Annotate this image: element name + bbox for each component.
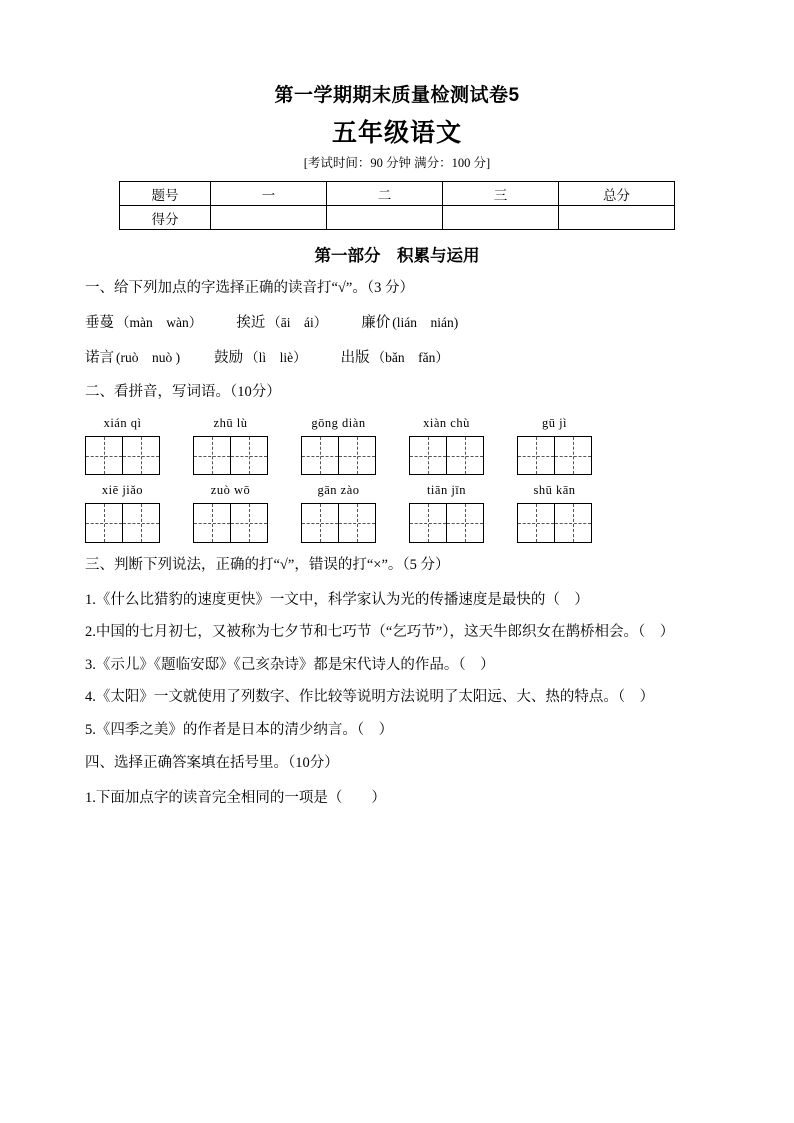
tianzige-boxes[interactable] — [301, 436, 376, 476]
tianzige-cell[interactable] — [447, 437, 483, 475]
score-table-row-label: 得分 — [120, 206, 211, 230]
tianzige-cell[interactable] — [410, 437, 447, 475]
tianzige-cell[interactable] — [86, 437, 123, 475]
tianzige-boxes[interactable] — [517, 436, 592, 476]
tianzige-boxes[interactable] — [85, 503, 160, 543]
writing-grid-group — [193, 483, 268, 543]
q1-word: 垂蔓 — [85, 314, 114, 331]
q1-pinyin-options[interactable]: (ruò nuò ) — [116, 349, 181, 365]
writing-grid-group — [193, 416, 268, 476]
pinyin-hint: xiàn chù — [423, 415, 470, 430]
question-3-item-4[interactable]: 4.《太阳》一文就使用了列数字、作比较等说明方法说明了太阳远、大、热的特点。（ ） — [85, 689, 655, 706]
page-subtitle: 五年级语文 — [331, 119, 462, 147]
question-1-row-1 — [85, 312, 709, 335]
tianzige-cell[interactable] — [555, 437, 591, 475]
pinyin-hint: shū kān — [533, 483, 576, 498]
writing-grid-block — [85, 416, 709, 543]
table-row — [120, 182, 675, 206]
tianzige-cell[interactable] — [231, 504, 267, 542]
pinyin-hint: zuò wō — [210, 483, 251, 498]
tianzige-boxes[interactable] — [301, 503, 376, 543]
question-3-heading: 三、判断下列说法，正确的打“√”，错误的打“×”。（5 分） — [85, 556, 450, 573]
tianzige-boxes[interactable] — [85, 436, 160, 476]
question-1-row-2 — [85, 347, 709, 370]
score-table-cell: 一 — [211, 182, 327, 206]
question-4-heading: 四、选择正确答案填在括号里。（10分） — [85, 754, 339, 771]
question-3-item-5[interactable]: 5.《四季之美》的作者是日本的清少纳言。（ ） — [85, 721, 394, 738]
score-input-cell[interactable] — [559, 206, 675, 230]
score-table-cell: 三 — [443, 182, 559, 206]
writing-grid-group — [301, 416, 376, 476]
pinyin-hint: xián qì — [103, 415, 142, 430]
q1-pinyin-options[interactable]: （bǎn fǎn） — [371, 349, 449, 365]
writing-grid-group — [409, 416, 484, 476]
tianzige-boxes[interactable] — [193, 436, 268, 476]
q1-pinyin-options[interactable]: （màn wàn） — [116, 314, 203, 330]
page-title: 第一学期期末质量检测试卷5 — [274, 85, 520, 106]
writing-grid-row-2 — [85, 483, 709, 543]
tianzige-cell[interactable] — [302, 504, 339, 542]
pinyin-hint: gān zào — [317, 483, 360, 498]
tianzige-cell[interactable] — [123, 504, 159, 542]
writing-grid-group — [517, 416, 592, 476]
table-row — [120, 206, 675, 230]
tianzige-cell[interactable] — [555, 504, 591, 542]
q1-pinyin-options[interactable]: （lì liè） — [245, 349, 307, 365]
question-4-item-1[interactable]: 1.下面加点字的读音完全相同的一项是（ ） — [85, 789, 386, 806]
q1-word: 诺言 — [85, 349, 114, 366]
score-input-cell[interactable] — [211, 206, 327, 230]
q1-word: 鼓励 — [214, 349, 244, 366]
q1-word: 挨近 — [236, 314, 266, 331]
question-3-item-3[interactable]: 3.《示儿》《题临安邸》《己亥杂诗》都是宋代诗人的作品。（ ） — [85, 656, 495, 673]
tianzige-boxes[interactable] — [193, 503, 268, 543]
pinyin-hint: gōng diàn — [311, 415, 366, 430]
writing-grid-group — [409, 483, 484, 543]
pinyin-hint: zhū lù — [213, 415, 248, 430]
tianzige-cell[interactable] — [194, 504, 231, 542]
question-3-item-2[interactable]: 2.中国的七月初七，又被称为七夕节和七巧节（“乞巧节”），这天牛郎织女在鹊桥相会。（ ） — [85, 624, 675, 641]
tianzige-cell[interactable] — [518, 504, 555, 542]
tianzige-cell[interactable] — [123, 437, 159, 475]
writing-grid-group — [301, 483, 376, 543]
tianzige-cell[interactable] — [231, 437, 267, 475]
tianzige-cell[interactable] — [410, 504, 447, 542]
score-input-cell[interactable] — [443, 206, 559, 230]
pinyin-hint: gū jì — [541, 415, 568, 430]
tianzige-cell[interactable] — [339, 504, 375, 542]
writing-grid-row-1 — [85, 416, 709, 476]
question-3-item-1[interactable]: 1.《什么比猎豹的速度更快》一文中，科学家认为光的传播速度是最快的（ ） — [85, 591, 589, 608]
tianzige-boxes[interactable] — [517, 503, 592, 543]
score-input-cell[interactable] — [327, 206, 443, 230]
question-2-heading: 二、看拼音，写词语。（10分） — [85, 384, 281, 401]
pinyin-hint: tiān jīn — [426, 483, 467, 498]
exam-meta-info: [考试时间：90 分钟 满分：100 分] — [303, 156, 491, 170]
pinyin-hint: xiē jiǎo — [101, 483, 144, 498]
tianzige-cell[interactable] — [518, 437, 555, 475]
writing-grid-group — [85, 416, 160, 476]
writing-grid-group — [517, 483, 592, 543]
score-table — [119, 181, 675, 230]
tianzige-cell[interactable] — [302, 437, 339, 475]
tianzige-cell[interactable] — [339, 437, 375, 475]
q1-word: 出版 — [340, 349, 370, 366]
q1-pinyin-options[interactable]: (lián nián) — [392, 314, 459, 330]
q1-pinyin-options[interactable]: （āi ái） — [267, 314, 328, 330]
score-table-cell: 二 — [327, 182, 443, 206]
score-table-wrapper — [85, 181, 709, 230]
tianzige-cell[interactable] — [447, 504, 483, 542]
writing-grid-group — [85, 483, 160, 543]
score-table-row-label: 题号 — [120, 182, 211, 206]
tianzige-cell[interactable] — [86, 504, 123, 542]
tianzige-boxes[interactable] — [409, 503, 484, 543]
q1-word: 廉价 — [361, 314, 391, 331]
tianzige-boxes[interactable] — [409, 436, 484, 476]
question-1-heading: 一、给下列加点的字选择正确的读音打“√”。（3 分） — [85, 280, 414, 296]
score-table-cell: 总分 — [559, 182, 675, 206]
part-one-heading: 第一部分 积累与运用 — [314, 247, 480, 265]
tianzige-cell[interactable] — [194, 437, 231, 475]
